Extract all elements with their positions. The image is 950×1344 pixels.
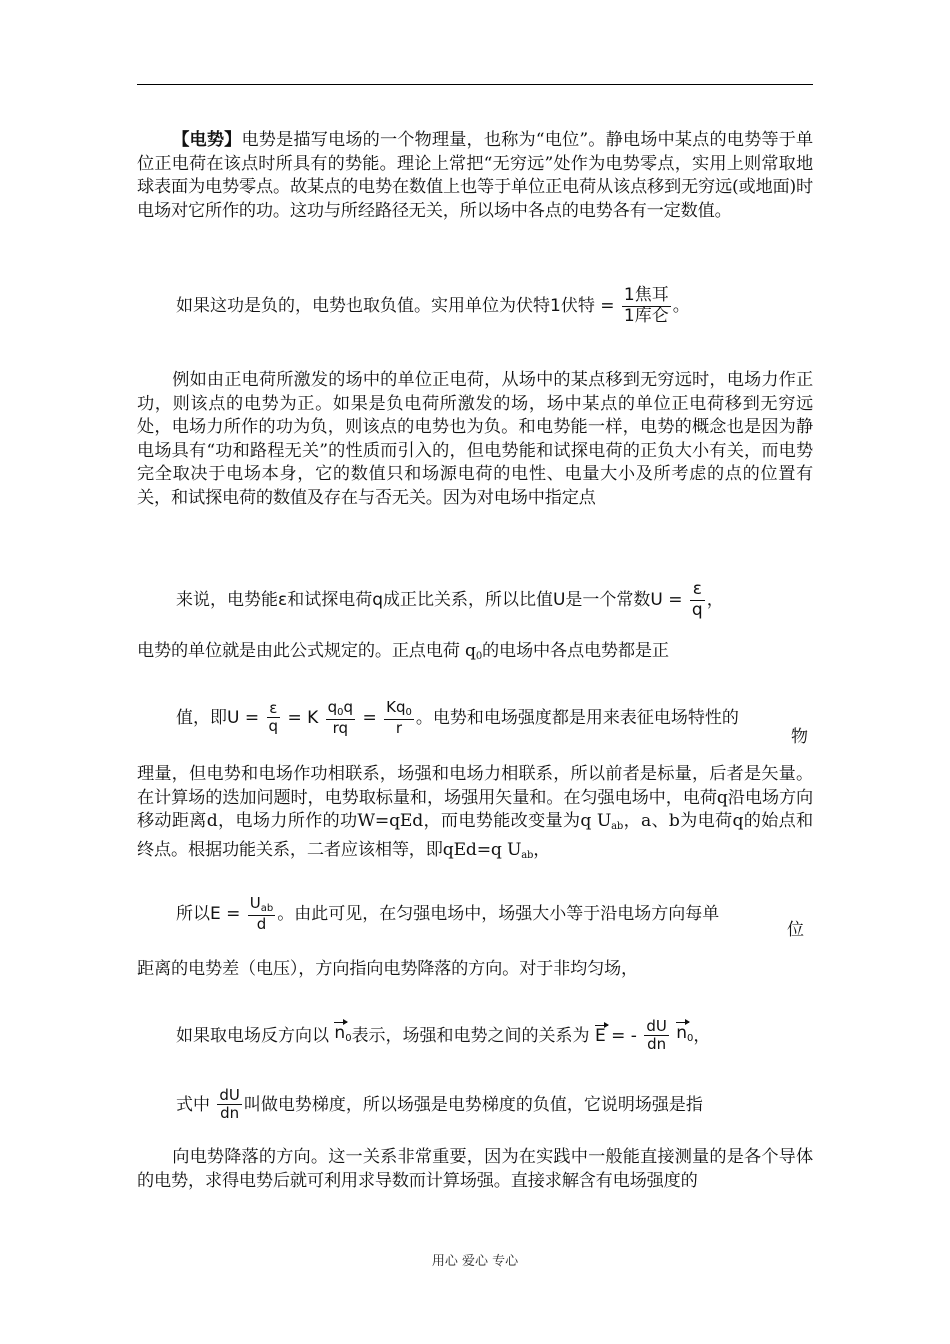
text-segment: ，a、b为电荷q的始点和终点。根据功能关系，二者应该相等，即qEd=q U [137,811,814,860]
subscript: ab [611,821,624,832]
formula-line-point-charge [176,699,739,737]
fraction-denominator: dn [647,1035,667,1054]
formula-line-potential-ratio [176,580,724,620]
fraction-numerator: 1焦耳 [623,285,669,305]
paragraph-example: 例如由正电荷所激发的场中的单位正电荷，从场中的某点移到无穷远时，电场力作正功，则该点的电势为正。如果是负电荷所激发的场，场中某点的单位正电荷移到无穷远处，电场力所作的功为负，则该点的电势也为负。和电势能一样，电势的概念也是因为静电场具有“功和路程无关”的性质而引入的，但电势能和试探电荷的正负大小有关，而电势完全取决于电场本身，它的数值只和场源电荷的电性、电量大小及所考虑的点的位置有关，和试探电荷的数值及存在与否无关。因为对电场中指定点 [137,370,813,508]
fraction-numerator [384,699,414,720]
vector-symbol: n [334,1022,346,1043]
text-segment: ， [533,839,551,860]
definition-text: 电势是描写电场的一个物理量，也称为“电位”。静电场中某点的电势等于单位正电荷在该点时所具有的势能。理论上常把“无穷远”处作为电势零点，实用上则常取地球表面为电势零点。故某点的电势在数值上也等于单位正电荷从该点移到无穷远(或地面)时电场对它所作的功。这功与所经路径无关，所以场中各点的电势各有一定数值。 [137,130,813,221]
wrapped-char: 位 [787,920,804,940]
formula-text: 如果这功是负的，电势也取负值。实用单位为伏特1伏特 = [176,296,615,317]
formula-tail: ， [693,1025,711,1046]
formula-text: 来说，电势能ε和试探电荷q成正比关系，所以比值U是一个常数U = [176,590,683,611]
fraction-numerator: ε [267,700,281,718]
fraction-du-dn [217,1087,242,1123]
subscript: 0 [405,707,412,719]
formula-line-unit [176,286,690,326]
formula-line-uniform-field [176,895,719,933]
fraction-epsilon-q [267,700,281,736]
formula-tail: 。电势和电场强度都是用来表征电场特性的 [415,707,739,728]
fraction-denominator: q [691,599,703,620]
formula-operator: = K [287,707,319,728]
header-rule [137,84,813,85]
fraction-numerator: ε [690,580,705,601]
subscript: ab [521,849,534,861]
vector-symbol: n [676,1022,688,1043]
formula-operator: = - [611,1025,637,1046]
fraction-denominator: 1库仑 [623,305,669,326]
fraction-denominator: dn [220,1104,240,1123]
subscript: 0 [345,1032,352,1044]
formula-line-gradient-relation [176,1018,710,1054]
page-footer: 用心 爱心 专心 [431,1254,519,1269]
text-segment: 理量，但电势和电场作功相联系，场强和电场力相联系，所以前者是标量，后者是矢量。在计算场的迭加问题时，电势取标量和，场强用矢量和。在匀强电场中，电荷q沿电场方向移动距离d，电场力所作的功W=qEd，而电势能改变量为q U [137,764,813,831]
subscript: 0 [475,651,483,662]
formula-text: 所以E = [176,903,241,924]
wrapped-char: 物 [791,727,808,747]
fraction-joule-coulomb [622,286,671,326]
formula-text: 如果取电场反方向以 [176,1025,329,1046]
paragraph-potential-difference: 距离的电势差（电压），方向指向电势降落的方向。对于非均匀场， [137,959,639,979]
formula-tail: 叫做电势梯度，所以场强是电势梯度的负值，它说明场强是指 [243,1094,703,1115]
fraction-denominator: rq [332,718,349,737]
fraction-denominator: q [268,717,279,736]
fraction-numerator [326,699,355,720]
formula-text: 值，即U = [176,707,260,728]
formula-tail: ， [706,590,724,611]
numerator-part: Kq [386,698,406,716]
fraction-numerator: dU [219,1086,240,1104]
formula-tail: 。由此可见，在匀强电场中，场强大小等于沿电场方向每单 [277,903,720,924]
fraction-epsilon-q [690,580,705,620]
formula-tail: 。 [672,296,690,317]
fraction-q0q-rq [326,699,355,737]
paragraph-unit-definition [137,640,813,669]
fraction-uab-d [248,895,275,933]
fraction-denominator: d [256,914,267,933]
fraction-kq0-r [384,699,414,737]
fraction-numerator [248,895,275,916]
subscript: 0 [337,707,344,719]
term-heading: 【电势】 [172,130,242,150]
fraction-denominator: r [395,718,403,737]
formula-text: 表示，场强和电势之间的关系为 [351,1025,590,1046]
text-segment: 的电场中各点电势都是正 [482,641,669,661]
paragraph-scalar-vector [137,763,813,867]
formula-text: 式中 [176,1094,210,1115]
subscript: ab [260,903,274,915]
text-segment: 电势的单位就是由此公式规定的。正点电荷 q [137,641,476,661]
vector-e: E [594,1025,606,1046]
fraction-numerator: dU [646,1017,667,1035]
vector-n0 [334,1021,351,1051]
paragraph-definition [137,129,813,223]
formula-operator: = [362,707,377,728]
vector-n0 [676,1021,693,1051]
numerator-part: q [343,698,354,716]
numerator-part: q [327,698,338,716]
paragraph-importance: 向电势降落的方向。这一关系非常重要，因为在实践中一般能直接测量的是各个导体的电势，求得电势后就可利用求导数而计算场强。直接求解含有电场强度的 [137,1147,813,1191]
fraction-du-dn [644,1018,669,1054]
formula-line-gradient-definition [176,1087,703,1123]
subscript: 0 [687,1032,694,1044]
numerator-part: U [249,894,261,912]
